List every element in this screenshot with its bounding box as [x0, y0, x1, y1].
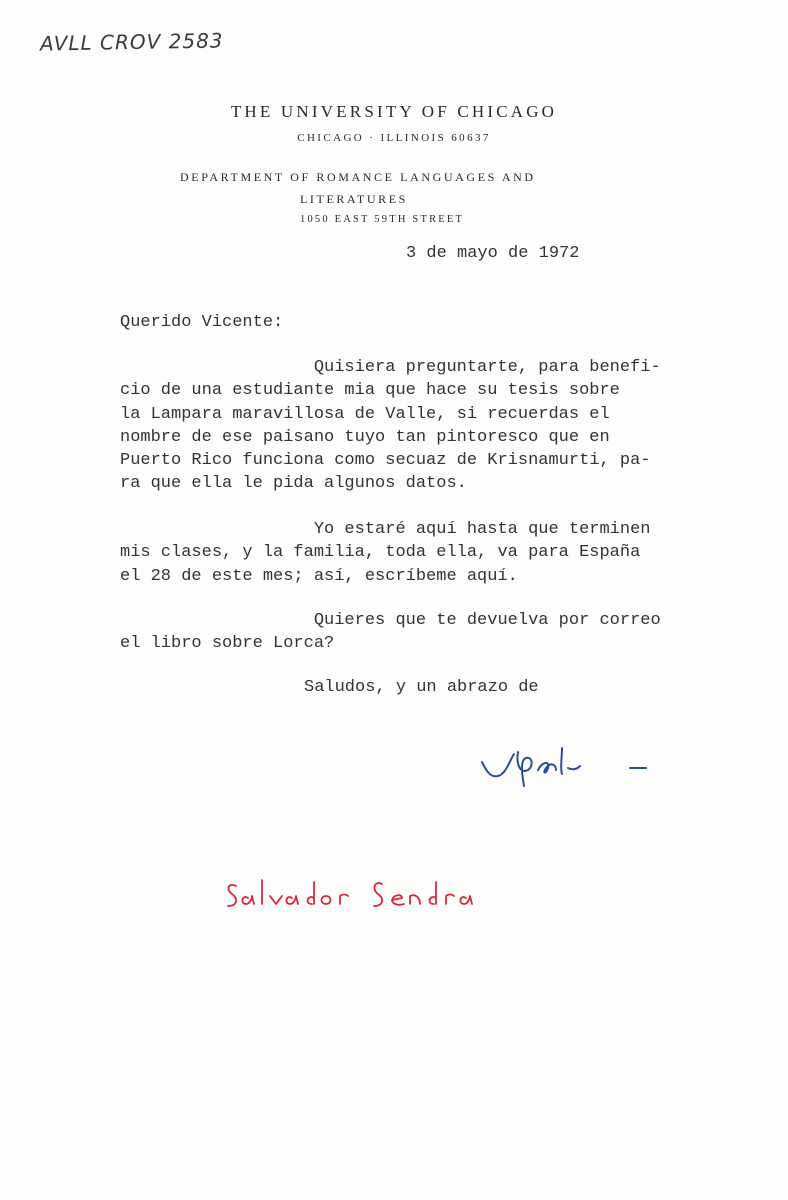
- paragraph-line: mis clases, y la familia, toda ella, va para España: [120, 543, 641, 563]
- paragraph-line: cio de una estudiante mia que hace su tesis sobre: [120, 381, 620, 401]
- signature-stroke: [476, 740, 656, 800]
- letterhead-street: 1050 EAST 59TH STREET: [300, 214, 465, 225]
- handwritten-signature: [476, 740, 656, 800]
- paragraph-line: Yo estaré aquí hasta que terminen: [120, 520, 651, 539]
- archive-reference-note: AVLL CROV 2583: [39, 28, 224, 56]
- paragraph-line: ra que ella le pida algunos datos.: [120, 474, 467, 494]
- letterhead-title: THE UNIVERSITY OF CHICAGO: [230, 102, 558, 121]
- red-handwritten-name: [222, 868, 522, 918]
- letterhead-department-line2: LITERATURES: [300, 192, 408, 206]
- letterhead-city: CHICAGO · ILLINOIS 60637: [297, 132, 491, 144]
- paragraph-line: Quisiera preguntarte, para benefi-: [120, 358, 661, 377]
- closing-line: Saludos, y un abrazo de: [304, 678, 539, 697]
- paragraph-line: Puerto Rico funciona como secuaz de Krisnamurti, pa-: [120, 451, 651, 471]
- salutation: Querido Vicente:: [120, 313, 284, 332]
- red-name-stroke: [222, 868, 522, 918]
- paragraph-line: el libro sobre Lorca?: [120, 634, 335, 654]
- paragraph-line: nombre de ese paisano tuyo tan pintoresco que en: [120, 427, 610, 447]
- body-paragraph-2: [120, 518, 740, 588]
- body-paragraph-1: [120, 356, 740, 496]
- paragraph-line: el 28 de este mes; así, escríbeme aquí.: [120, 566, 518, 586]
- paragraph-line: la Lampara maravillosa de Valle, si recuerdas el: [120, 404, 610, 424]
- letterhead-department: [180, 166, 630, 210]
- paragraph-line: Quieres que te devuelva por correo: [120, 611, 661, 630]
- letter-date: 3 de mayo de 1972: [406, 244, 580, 263]
- letterhead-department-line1: DEPARTMENT OF ROMANCE LANGUAGES AND: [180, 170, 536, 184]
- body-paragraph-3: [120, 609, 740, 656]
